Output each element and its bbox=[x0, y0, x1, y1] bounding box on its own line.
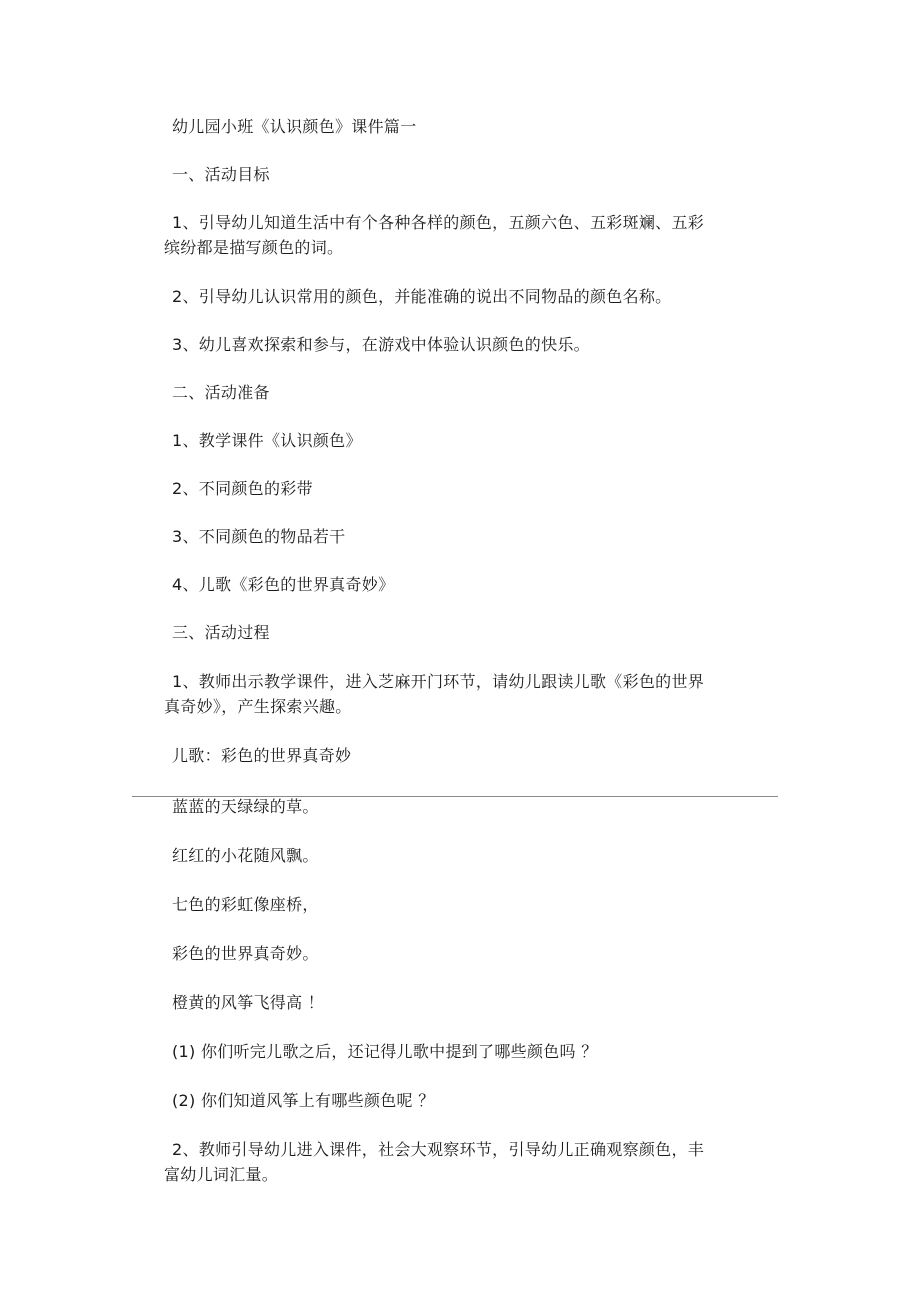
preparation-item-2: 2、不同颜色的彩带 bbox=[172, 479, 313, 498]
goal-item-1-line-2: 缤纷都是描写颜色的词。 bbox=[164, 238, 344, 257]
song-line-3: 七色的彩虹像座桥， bbox=[172, 895, 319, 914]
preparation-item-3: 3、不同颜色的物品若干 bbox=[172, 527, 346, 546]
document-title: 幼儿园小班《认识颜色》课件篇一 bbox=[172, 117, 417, 136]
song-line-4: 彩色的世界真奇妙。 bbox=[172, 944, 319, 963]
process-step-1-line-1: 1、教师出示教学课件，进入芝麻开门环节，请幼儿跟读儿歌《彩色的世界 bbox=[172, 672, 705, 691]
song-title: 儿歌：彩色的世界真奇妙 bbox=[172, 746, 352, 765]
goal-item-3: 3、幼儿喜欢探索和参与，在游戏中体验认识颜色的快乐。 bbox=[172, 335, 590, 354]
goal-item-2: 2、引导幼儿认识常用的颜色，并能准确的说出不同物品的颜色名称。 bbox=[172, 287, 672, 306]
preparation-item-4: 4、儿歌《彩色的世界真奇妙》 bbox=[172, 575, 395, 594]
song-line-1: 蓝蓝的天绿绿的草。 bbox=[172, 797, 319, 816]
preparation-item-1: 1、教学课件《认识颜色》 bbox=[172, 431, 362, 450]
goal-item-1-line-1: 1、引导幼儿知道生活中有个各种各样的颜色，五颜六色、五彩斑斓、五彩 bbox=[172, 213, 705, 232]
song-line-5: 橙黄的风筝飞得高 ！ bbox=[172, 993, 325, 1012]
process-step-1-line-2: 真奇妙》，产生探索兴趣。 bbox=[164, 697, 352, 716]
section-heading-goals: 一、活动目标 bbox=[172, 165, 270, 184]
process-step-2-line-2: 富幼儿词汇量。 bbox=[164, 1165, 279, 1184]
process-step-2-line-1: 2、教师引导幼儿进入课件，社会大观察环节，引导幼儿正确观察颜色，丰 bbox=[172, 1140, 705, 1159]
question-2: (2) 你们知道风筝上有哪些颜色呢 ？ bbox=[172, 1091, 435, 1110]
section-heading-preparation: 二、活动准备 bbox=[172, 383, 270, 402]
section-heading-process: 三、活动过程 bbox=[172, 623, 270, 642]
song-line-2: 红红的小花随风飘。 bbox=[172, 846, 319, 865]
question-1: (1) 你们听完儿歌之后，还记得儿歌中提到了哪些颜色吗 ？ bbox=[172, 1042, 598, 1061]
